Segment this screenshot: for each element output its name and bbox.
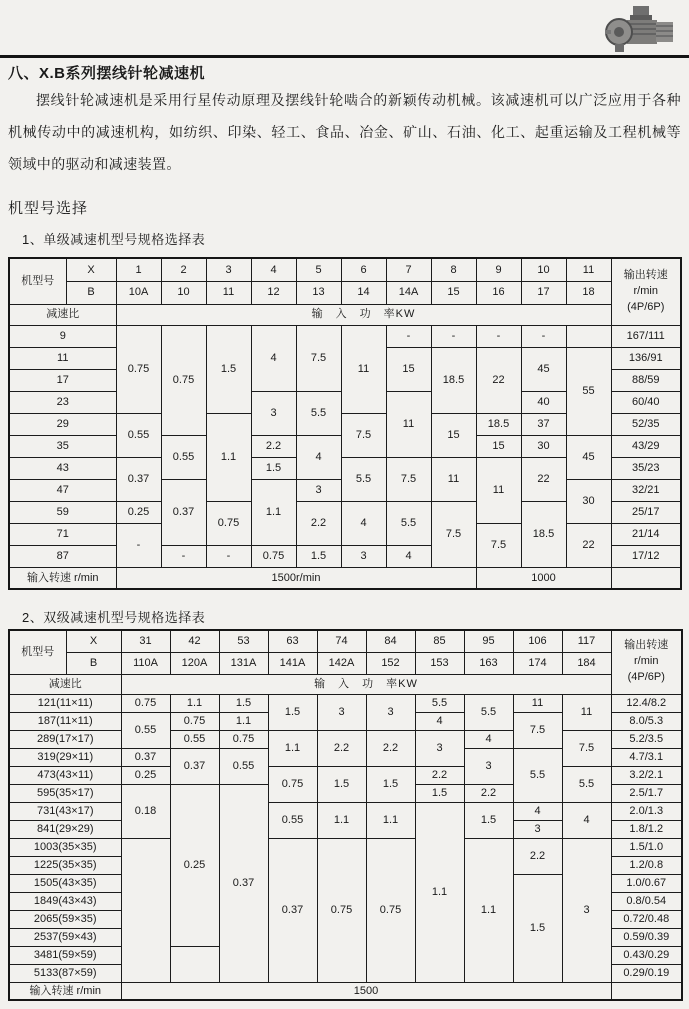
single-stage-table-wrap: [8, 257, 682, 590]
ratio-header: 减速比: [9, 304, 116, 325]
power-cell: -: [386, 325, 431, 347]
model-header: 机型号: [9, 630, 66, 674]
power-cell: 3: [464, 748, 513, 784]
b-value-header: 110A: [121, 652, 170, 674]
ratio-cell: 35: [9, 435, 116, 457]
power-cell: 1.1: [464, 838, 513, 982]
ratio-cell: 473(43×11): [9, 766, 121, 784]
power-cell: 1.1: [206, 413, 251, 501]
model-header: 机型号: [9, 258, 66, 304]
output-speed-cell: 21/14: [611, 523, 681, 545]
ratio-cell: 59: [9, 501, 116, 523]
power-cell: -: [431, 325, 476, 347]
x-value-header: 85: [415, 630, 464, 652]
b-value-header: 153: [415, 652, 464, 674]
power-cell: 0.75: [251, 545, 296, 567]
table-row: [9, 838, 682, 856]
power-cell: 30: [566, 479, 611, 523]
power-cell: 1.1: [268, 730, 317, 766]
model-selection-heading: 机型号选择: [8, 200, 89, 217]
intro-paragraph: 摆线针轮减速机是采用行星传动原理及摆线针轮啮合的新颖传动机械。该减速机可以广泛应用于各种机械传动中的减速机构，如纺织、印染、轻工、食品、冶金、矿山、石油、化工、起重运输及工程机械等领域中的驱动和减速装置。: [8, 92, 681, 172]
power-cell: 3: [513, 820, 562, 838]
power-cell: 0.75: [206, 501, 251, 545]
input-speed-value: 1000: [476, 567, 611, 589]
input-speed-value: [611, 982, 682, 1000]
power-cell: 0.37: [170, 748, 219, 784]
power-cell: 11: [431, 457, 476, 501]
power-cell: 11: [476, 457, 521, 523]
power-cell: -: [206, 545, 251, 567]
power-cell: 0.18: [121, 784, 170, 838]
b-value-header: 11: [206, 281, 251, 304]
output-speed-cell: 1.8/1.2: [611, 820, 682, 838]
power-cell: 0.75: [219, 730, 268, 748]
output-speed-cell: 0.72/0.48: [611, 910, 682, 928]
power-cell: 5.5: [415, 694, 464, 712]
output-speed-cell: 25/17: [611, 501, 681, 523]
output-speed-cell: 1.5/1.0: [611, 838, 682, 856]
b-value-header: 10A: [116, 281, 161, 304]
x-value-header: 3: [206, 258, 251, 281]
ratio-cell: 1505(43×35): [9, 874, 121, 892]
x-value-header: 42: [170, 630, 219, 652]
ratio-cell: 17: [9, 369, 116, 391]
ratio-cell: 23: [9, 391, 116, 413]
power-cell: 5.5: [296, 391, 341, 435]
input-power-header: 输 入 功 率KW: [116, 304, 611, 325]
output-speed-cell: 0.59/0.39: [611, 928, 682, 946]
power-cell: 0.37: [161, 479, 206, 545]
power-cell: 0.25: [116, 501, 161, 523]
power-cell: 0.75: [161, 325, 206, 435]
power-cell: -: [161, 545, 206, 567]
power-cell: 4: [341, 501, 386, 545]
output-speed-cell: 0.8/0.54: [611, 892, 682, 910]
x-value-header: 2: [161, 258, 206, 281]
power-cell: 1.1: [317, 802, 366, 838]
power-cell: 15: [476, 435, 521, 457]
power-cell: 4: [464, 730, 513, 748]
power-cell: 1.5: [268, 694, 317, 730]
ratio-cell: 2537(59×43): [9, 928, 121, 946]
ratio-cell: 3481(59×59): [9, 946, 121, 964]
section-title: 八、X.B系列摆线针轮减速机: [8, 65, 206, 82]
b-value-header: 184: [562, 652, 611, 674]
single-stage-selection-table: [8, 257, 682, 590]
power-cell: 4: [386, 545, 431, 567]
power-cell: 0.55: [121, 712, 170, 748]
power-cell: 37: [521, 413, 566, 435]
x-header: X: [66, 630, 121, 652]
power-cell: 0.75: [170, 712, 219, 730]
output-speed-cell: 3.2/2.1: [611, 766, 682, 784]
x-value-header: 1: [116, 258, 161, 281]
power-cell: 0.37: [268, 838, 317, 982]
power-cell: 55: [566, 347, 611, 435]
power-cell: 4: [415, 712, 464, 730]
power-cell: 7.5: [513, 712, 562, 748]
b-value-header: 120A: [170, 652, 219, 674]
power-cell: 11: [341, 325, 386, 413]
power-cell: 1.5: [415, 784, 464, 802]
ratio-cell: 71: [9, 523, 116, 545]
power-cell: 1.1: [415, 802, 464, 982]
table1-caption: 1、单级减速机型号规格选择表: [22, 232, 206, 247]
power-cell: 0.75: [366, 838, 415, 982]
ratio-cell: 1225(35×35): [9, 856, 121, 874]
power-cell: 1.5: [296, 545, 341, 567]
power-cell: 7.5: [386, 457, 431, 501]
power-cell: 3: [562, 838, 611, 982]
power-cell: 1.5: [513, 874, 562, 982]
ratio-cell: 731(43×17): [9, 802, 121, 820]
output-speed-cell: 2.0/1.3: [611, 802, 682, 820]
power-cell: 0.55: [268, 802, 317, 838]
table-row: [9, 325, 681, 347]
power-cell: -: [476, 325, 521, 347]
x-value-header: 84: [366, 630, 415, 652]
output-speed-cell: 136/91: [611, 347, 681, 369]
power-cell: 45: [521, 347, 566, 391]
b-value-header: 10: [161, 281, 206, 304]
power-cell: 0.37: [219, 784, 268, 982]
ratio-cell: 29: [9, 413, 116, 435]
power-cell: 5.5: [513, 748, 562, 802]
power-cell: 0.55: [170, 730, 219, 748]
output-speed-cell: 17/12: [611, 545, 681, 567]
double-stage-selection-table: [8, 629, 683, 1001]
table-row: [9, 694, 682, 712]
power-cell: 18.5: [521, 501, 566, 567]
input-speed-value: 1500r/min: [116, 567, 476, 589]
power-cell: 1.5: [251, 457, 296, 479]
power-cell: 3: [317, 694, 366, 730]
output-speed-cell: 1.2/0.8: [611, 856, 682, 874]
power-cell: 5.5: [464, 694, 513, 730]
b-header: B: [66, 652, 121, 674]
x-value-header: 53: [219, 630, 268, 652]
ratio-cell: 1003(35×35): [9, 838, 121, 856]
b-value-header: 163: [464, 652, 513, 674]
b-value-header: 16: [476, 281, 521, 304]
b-value-header: 152: [366, 652, 415, 674]
power-cell: 2.2: [366, 730, 415, 766]
power-cell: 3: [251, 391, 296, 435]
power-cell: 1.5: [219, 694, 268, 712]
power-cell: 1.1: [219, 712, 268, 730]
power-cell: 15: [386, 347, 431, 391]
power-cell: [121, 838, 170, 982]
power-cell: 1.5: [206, 325, 251, 413]
x-value-header: 63: [268, 630, 317, 652]
x-value-header: 31: [121, 630, 170, 652]
x-value-header: 74: [317, 630, 366, 652]
power-cell: 11: [386, 391, 431, 457]
output-speed-header: 输出转速 r/min (4P/6P): [611, 630, 682, 694]
x-value-header: 6: [341, 258, 386, 281]
b-value-header: 15: [431, 281, 476, 304]
power-cell: 5.5: [341, 457, 386, 501]
x-value-header: 117: [562, 630, 611, 652]
x-header: X: [66, 258, 116, 281]
output-speed-header: 输出转速 r/min (4P/6P): [611, 258, 681, 325]
power-cell: 2.2: [317, 730, 366, 766]
ratio-cell: 319(29×11): [9, 748, 121, 766]
power-cell: 0.75: [116, 325, 161, 413]
power-cell: 11: [562, 694, 611, 730]
table2-caption: 2、双级减速机型号规格选择表: [22, 610, 206, 625]
power-cell: 0.55: [161, 435, 206, 479]
power-cell: 1.5: [317, 766, 366, 802]
output-speed-cell: 8.0/5.3: [611, 712, 682, 730]
power-cell: 22: [521, 457, 566, 501]
b-value-header: 18: [566, 281, 611, 304]
power-cell: [566, 325, 611, 347]
power-cell: 0.75: [268, 766, 317, 802]
b-value-header: 14: [341, 281, 386, 304]
power-cell: 7.5: [341, 413, 386, 457]
ratio-cell: 595(35×17): [9, 784, 121, 802]
power-cell: 1.1: [251, 479, 296, 545]
power-cell: 5.5: [386, 501, 431, 545]
power-cell: 7.5: [476, 523, 521, 567]
power-cell: 0.37: [116, 457, 161, 501]
power-cell: 5.5: [562, 766, 611, 802]
top-rule: [0, 55, 689, 58]
output-speed-cell: 43/29: [611, 435, 681, 457]
power-cell: 3: [415, 730, 464, 766]
power-cell: 0.37: [121, 748, 170, 766]
power-cell: 0.55: [116, 413, 161, 457]
b-value-header: 131A: [219, 652, 268, 674]
power-cell: 45: [566, 435, 611, 479]
output-speed-cell: 32/21: [611, 479, 681, 501]
ratio-cell: 11: [9, 347, 116, 369]
output-speed-cell: 0.43/0.29: [611, 946, 682, 964]
b-header: B: [66, 281, 116, 304]
table-row: [9, 802, 682, 820]
ratio-cell: 9: [9, 325, 116, 347]
ratio-cell: 5133(87×59): [9, 964, 121, 982]
power-cell: 3: [341, 545, 386, 567]
table-row: [9, 730, 682, 748]
power-cell: 30: [521, 435, 566, 457]
x-value-header: 95: [464, 630, 513, 652]
ratio-cell: 87: [9, 545, 116, 567]
ratio-cell: 43: [9, 457, 116, 479]
output-speed-cell: 1.0/0.67: [611, 874, 682, 892]
power-cell: 0.75: [121, 694, 170, 712]
ratio-cell: 841(29×29): [9, 820, 121, 838]
input-speed-value: [611, 567, 681, 589]
ratio-cell: 187(11×11): [9, 712, 121, 730]
ratio-cell: 47: [9, 479, 116, 501]
ratio-cell: 2065(59×35): [9, 910, 121, 928]
ratio-cell: 121(11×11): [9, 694, 121, 712]
power-cell: -: [521, 325, 566, 347]
power-cell: 40: [521, 391, 566, 413]
b-value-header: 17: [521, 281, 566, 304]
output-speed-cell: 60/40: [611, 391, 681, 413]
x-value-header: 106: [513, 630, 562, 652]
input-speed-label: 输入转速 r/min: [9, 567, 116, 589]
input-power-header: 输 入 功 率KW: [121, 674, 611, 694]
power-cell: [170, 946, 219, 982]
power-cell: 0.75: [317, 838, 366, 982]
power-cell: 2.2: [251, 435, 296, 457]
power-cell: 15: [431, 413, 476, 457]
output-speed-cell: 5.2/3.5: [611, 730, 682, 748]
product-photo: [603, 4, 681, 54]
table-row: [9, 766, 682, 784]
power-cell: 11: [513, 694, 562, 712]
output-speed-cell: 35/23: [611, 457, 681, 479]
power-cell: 0.25: [170, 784, 219, 946]
ratio-cell: 1849(43×43): [9, 892, 121, 910]
power-cell: 4: [562, 802, 611, 838]
power-cell: 1.1: [170, 694, 219, 712]
power-cell: 18.5: [476, 413, 521, 435]
b-value-header: 13: [296, 281, 341, 304]
input-speed-value: 1500: [121, 982, 611, 1000]
b-value-header: 174: [513, 652, 562, 674]
output-speed-cell: 88/59: [611, 369, 681, 391]
power-cell: 2.2: [415, 766, 464, 784]
power-cell: 2.2: [296, 501, 341, 545]
output-speed-cell: 52/35: [611, 413, 681, 435]
power-cell: 7.5: [562, 730, 611, 766]
power-cell: 2.2: [513, 838, 562, 874]
power-cell: 0.55: [219, 748, 268, 784]
power-cell: -: [116, 523, 161, 567]
x-value-header: 11: [566, 258, 611, 281]
power-cell: 3: [366, 694, 415, 730]
x-value-header: 7: [386, 258, 431, 281]
power-cell: 4: [251, 325, 296, 391]
power-cell: 7.5: [296, 325, 341, 391]
b-value-header: 142A: [317, 652, 366, 674]
power-cell: 1.5: [366, 766, 415, 802]
power-cell: 4: [513, 802, 562, 820]
output-speed-cell: 0.29/0.19: [611, 964, 682, 982]
power-cell: 2.2: [464, 784, 513, 802]
power-cell: 7.5: [431, 501, 476, 567]
output-speed-cell: 4.7/3.1: [611, 748, 682, 766]
x-value-header: 8: [431, 258, 476, 281]
b-value-header: 141A: [268, 652, 317, 674]
power-cell: 0.25: [121, 766, 170, 784]
output-speed-cell: 12.4/8.2: [611, 694, 682, 712]
x-value-header: 10: [521, 258, 566, 281]
x-value-header: 9: [476, 258, 521, 281]
ratio-header: 减速比: [9, 674, 121, 694]
power-cell: 4: [296, 435, 341, 479]
power-cell: 22: [476, 347, 521, 413]
power-cell: 18.5: [431, 347, 476, 413]
b-value-header: 14A: [386, 281, 431, 304]
output-speed-cell: 2.5/1.7: [611, 784, 682, 802]
power-cell: 22: [566, 523, 611, 567]
ratio-cell: 289(17×17): [9, 730, 121, 748]
double-stage-table-wrap: [8, 629, 683, 1001]
output-speed-cell: 167/111: [611, 325, 681, 347]
x-value-header: 5: [296, 258, 341, 281]
input-speed-label: 输入转速 r/min: [9, 982, 121, 1000]
b-value-header: 12: [251, 281, 296, 304]
power-cell: 1.1: [366, 802, 415, 838]
x-value-header: 4: [251, 258, 296, 281]
power-cell: 1.5: [464, 802, 513, 838]
power-cell: 3: [296, 479, 341, 501]
